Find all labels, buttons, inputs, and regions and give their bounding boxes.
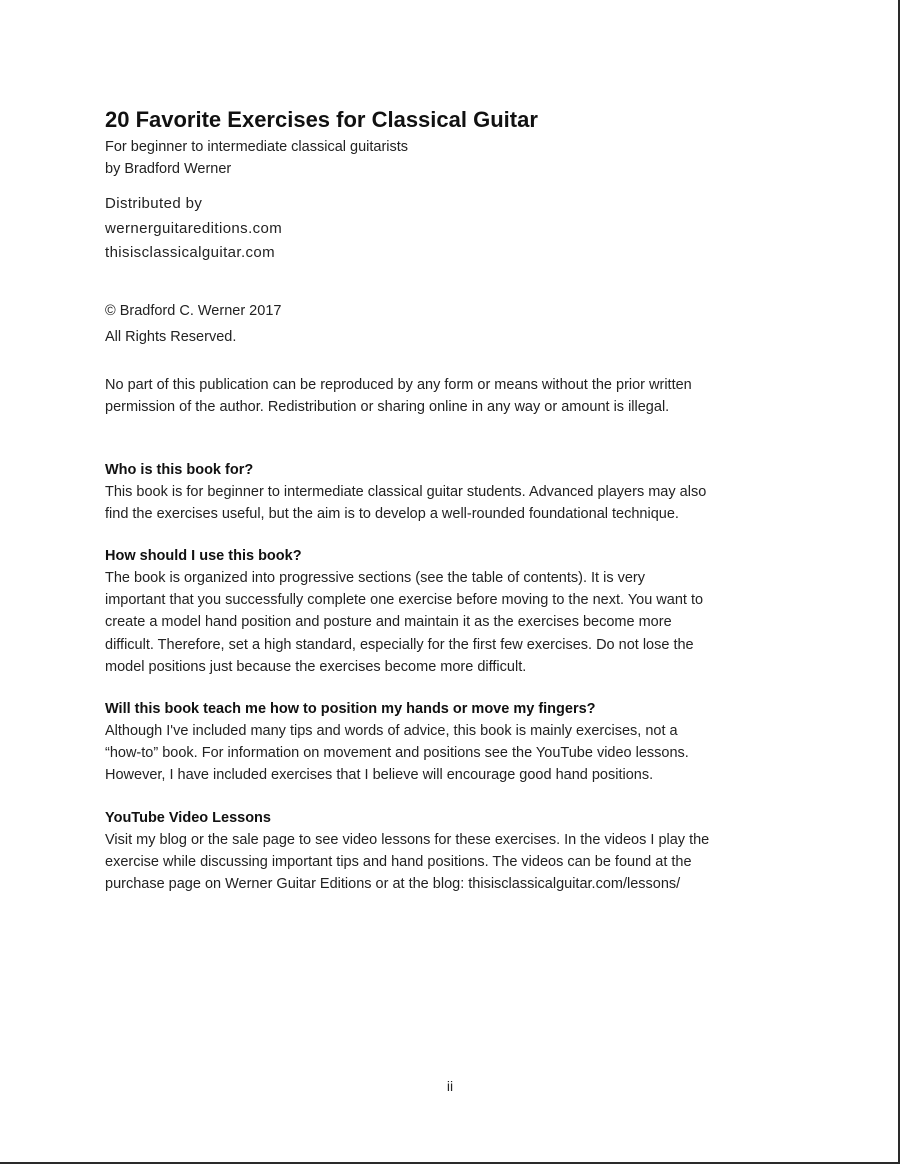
notice-line: No part of this publication can be reproduced by any form or means without the prior written	[105, 376, 692, 393]
section-heading: Will this book teach me how to position my hands or move my fingers?	[105, 700, 596, 717]
body-line: important that you successfully complete one exercise before moving to the next. You want to	[105, 592, 704, 609]
section-hands-fingers	[105, 698, 805, 787]
body-line: However, I have included exercises that I believe will encourage good hand positions.	[105, 767, 654, 784]
document-title: 20 Favorite Exercises for Classical Guitar	[105, 107, 538, 132]
body-line: difficult. Therefore, set a high standard, especially for the first few exercises. Do not lose the	[105, 636, 694, 653]
body-line: This book is for beginner to intermediate classical guitar students. Advanced players may also	[105, 483, 707, 500]
section-heading: YouTube Video Lessons	[105, 809, 271, 826]
document-subtitle: For beginner to intermediate classical guitarists	[105, 139, 409, 155]
legal-notice	[105, 374, 805, 419]
section-body	[105, 481, 805, 525]
section-how-use	[105, 545, 805, 678]
page-number: ii	[446, 1078, 454, 1094]
page-content	[105, 104, 805, 895]
copyright-line: © Bradford C. Werner 2017	[105, 302, 282, 319]
body-line: Visit my blog or the sale page to see video lessons for these exercises. In the videos I play the	[105, 831, 710, 848]
distribution-site: thisisclassicalguitar.com	[105, 244, 276, 261]
body-line: Although I've included many tips and words of advice, this book is mainly exercises, not a	[105, 722, 678, 739]
body-line: The book is organized into progressive sections (see the table of contents). It is very	[105, 569, 645, 586]
distribution-site: wernerguitareditions.com	[105, 219, 283, 237]
distribution-label: Distributed by	[105, 195, 203, 212]
body-line: “how-to” book. For information on movement and positions see the YouTube video lessons.	[105, 745, 689, 762]
body-line: purchase page on Werner Guitar Editions or at the blog: thisisclassicalguitar.com/lessons/	[105, 875, 681, 892]
copyright-block	[105, 298, 805, 350]
rights-line: All Rights Reserved.	[105, 328, 237, 345]
section-body	[105, 567, 805, 678]
section-heading: How should I use this book?	[105, 547, 302, 564]
section-who-for	[105, 459, 805, 525]
distribution-block	[105, 192, 805, 266]
section-body	[105, 720, 805, 787]
body-line: model positions just because the exercises become more difficult.	[105, 658, 527, 675]
body-line: find the exercises useful, but the aim is to develop a well-rounded foundational technique.	[105, 505, 679, 522]
section-heading: Who is this book for?	[105, 461, 254, 478]
section-body	[105, 829, 805, 896]
document-author: by Bradford Werner	[105, 161, 232, 177]
body-line: create a model hand position and posture and maintain it as the exercises become more	[105, 614, 672, 631]
notice-line: permission of the author. Redistribution or sharing online in any way or amount is illegal.	[105, 399, 670, 415]
body-line: exercise while discussing important tips and hand positions. The videos can be found at the	[105, 853, 692, 870]
section-youtube-lessons	[105, 807, 805, 896]
